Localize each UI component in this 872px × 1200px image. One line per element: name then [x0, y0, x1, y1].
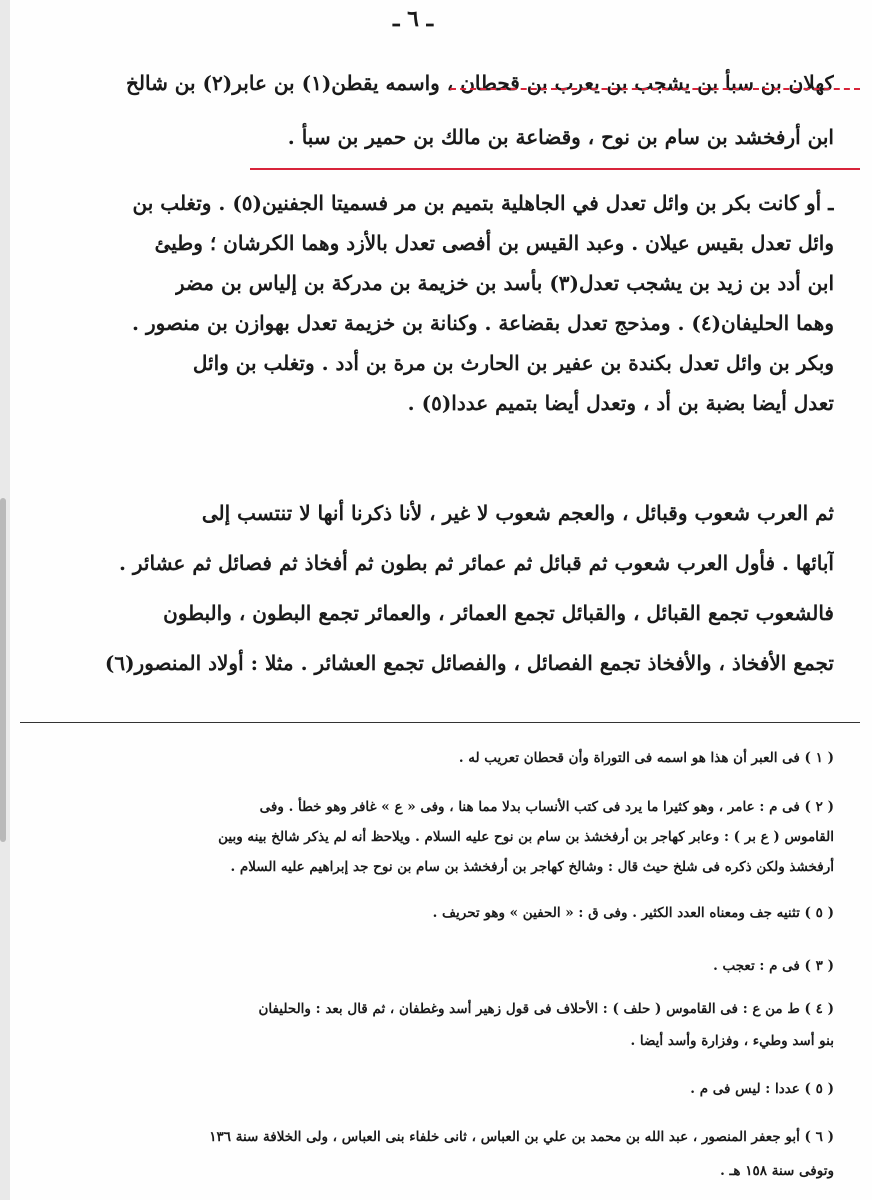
footnote-line: ( ٢ ) فى م : عامر ، وهو كثيرا ما يرد فى كتب الأنساب بدلا مما هنا ، وفى « ع » غافر وهو خطأ . وفى: [259, 799, 834, 815]
footnote-line: ( ٤ ) ط من ع : فى القاموس ( حلف ) : الأحلاف فى قول زهير أسد وغطفان ، ثم قال بعد : والحليفان: [258, 1001, 834, 1017]
red-annotation-underline: [250, 168, 860, 170]
footnote-line: وتوفى سنة ١٥٨ هـ .: [720, 1163, 834, 1179]
footnote-line: القاموس ( ع بر ) : وعابر كهاجر بن أرفخشذ بن سام بن نوح عليه السلام . ويلاحظ أنه لم يذكر شالخ بينه وبين: [218, 829, 834, 845]
body-line: تعدل أيضا بضبة بن أد ، وتعدل أيضا بتميم عددا(٥) .: [407, 391, 834, 415]
footnote-line: بنو أسد وطيء ، وفزارة وأسد أيضا .: [630, 1033, 834, 1049]
body-line: ابن أدد بن زيد بن يشجب تعدل(٣) بأسد بن خزيمة بن مدركة بن إلياس بن مضر: [174, 271, 834, 295]
red-annotation-dashed-line: [450, 88, 860, 90]
body-line: وبكر بن وائل تعدل بكندة بن عفير بن الحارث بن مرة بن أدد . وتغلب بن وائل: [192, 351, 834, 375]
body-line: تجمع الأفخاذ ، والأفخاذ تجمع الفصائل ، والفصائل تجمع العشائر . مثلا : أولاد المنصور(٦): [104, 651, 834, 675]
body-line: ثم العرب شعوب وقبائل ، والعجم شعوب لا غير ، لأنا ذكرنا أنها لا تنتسب إلى: [201, 501, 834, 525]
footnote-line: ( ٥ ) عددا : ليس فى م .: [690, 1081, 834, 1097]
footnote-line: ( ٦ ) أبو جعفر المنصور ، عبد الله بن محمد بن علي بن العباس ، ثانى خلفاء بنى العباس ، ولى الخلافة سنة ١٣٦: [209, 1129, 834, 1145]
body-line: ـ أو كانت بكر بن وائل تعدل في الجاهلية بتميم بن مر فسميتا الجفنين(٥) . وتغلب بن: [132, 191, 834, 215]
footnote-line: ( ١ ) فى العبر أن هذا هو اسمه فى التوراة وأن قحطان تعريب له .: [458, 750, 834, 766]
footnote-line: ( ٥ ) تثنيه جف ومعناه العدد الكثير . وفى ق : « الحفين » وهو تحريف .: [432, 905, 834, 921]
body-line: وائل تعدل بقيس عيلان . وعبد القيس بن أفصى تعدل بالأزد وهما الكرشان ؛ وطيئ: [154, 231, 834, 255]
scrollbar-thumb[interactable]: [0, 498, 6, 842]
footnote-line: ( ٣ ) فى م : تعجب .: [713, 958, 834, 974]
body-line: ابن أرفخشد بن سام بن نوح ، وقضاعة بن مالك بن حمير بن سبأ .: [287, 125, 834, 149]
body-line: وهما الحليفان(٤) . ومذحج تعدل بقضاعة . وكنانة بن خزيمة تعدل بهوازن بن منصور .: [132, 311, 834, 335]
body-line: كهلان بن سبأ بن يشجب بن يعرب بن قحطان ، واسمه يقطن(١) بن عابر(٢) بن شالخ: [125, 71, 834, 95]
footnote-line: أرفخشذ ولكن ذكره فى شلخ حيث قال : وشالخ كهاجر بن أرفخشذ بن سام بن نوح جد إبراهيم عليه السلام .: [230, 859, 834, 875]
body-line: فالشعوب تجمع القبائل ، والقبائل تجمع العمائر ، والعمائر تجمع البطون ، والبطون: [163, 601, 834, 625]
page-number: ـ ٦ ـ: [392, 6, 434, 32]
body-line: آبائها . فأول العرب شعوب ثم قبائل ثم عمائر ثم بطون ثم أفخاذ ثم فصائل ثم عشائر .: [118, 551, 834, 575]
document-page: [10, 0, 872, 1200]
footnote-divider: [20, 722, 860, 723]
